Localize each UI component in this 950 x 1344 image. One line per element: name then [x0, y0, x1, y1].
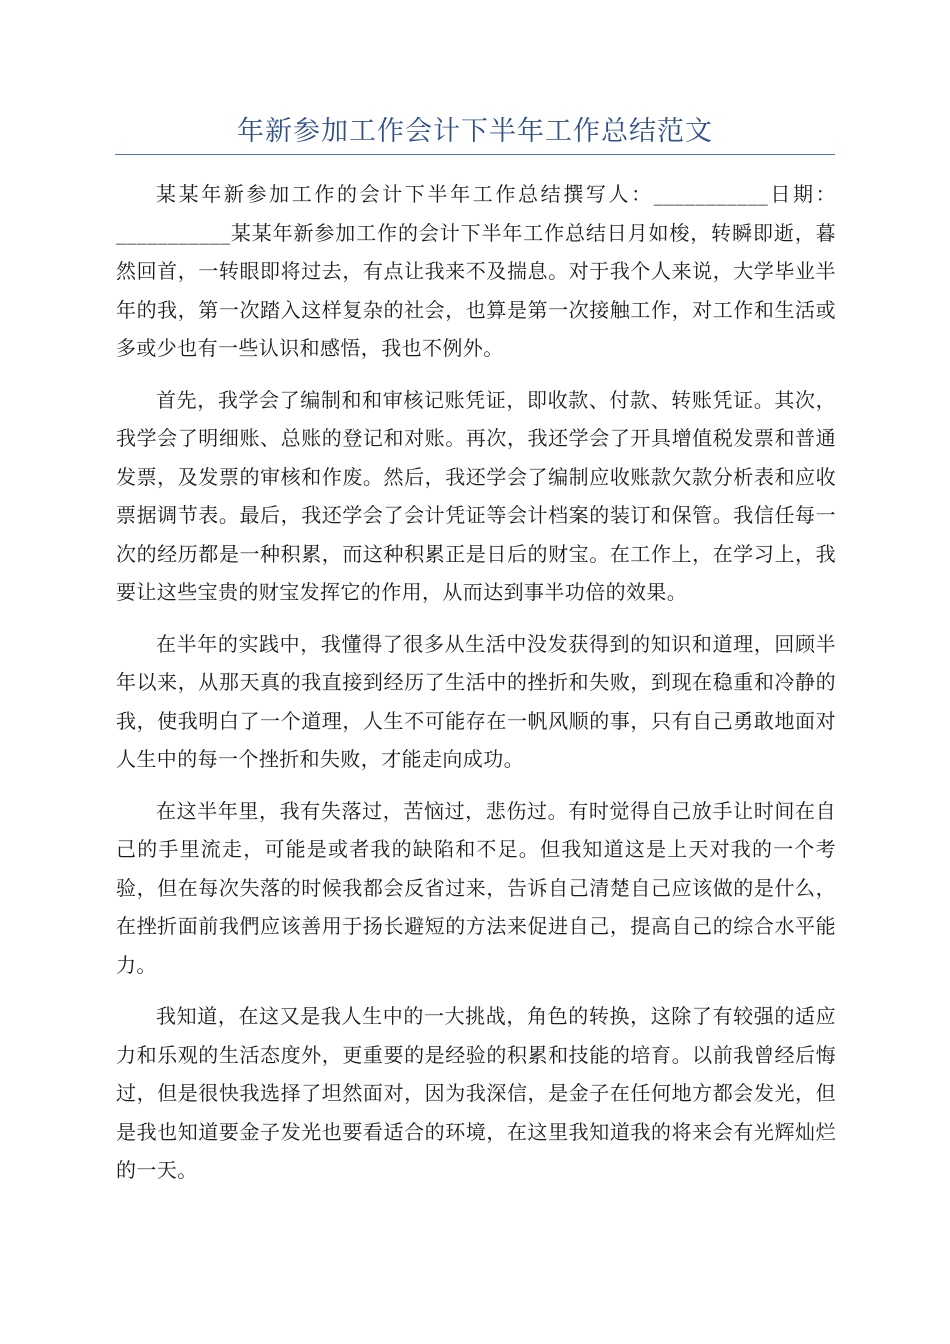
paragraph-1: 某某年新参加工作的会计下半年工作总结撰写人：___________日期：___________某某年新参加工作的会计下半年工作总结日月如梭，转瞬即逝，暮然回首，一转眼即将过去，有点让我来不及揣息。对于我个人来说，大学毕业半年的我，第一次踏入这样复杂的社会，也算是第一次接触工作，对工作和生活或多或少也有一些认识和感悟，我也不例外。 — [116, 182, 836, 360]
paragraph-4: 在这半年里，我有失落过，苦恼过，悲伤过。有时觉得自己放手让时间在自己的手里流走，可能是或者我的缺陷和不足。但我知道这是上天对我的一个考验，但在每次失落的时候我都会反省过来，告诉自己清楚自己应该做的是什么，在挫折面前我們应该善用于扬长避短的方法来促进自己，提高自己的综合水平能力。 — [116, 798, 836, 977]
paragraph-2: 首先，我学会了编制和和审核记账凭证，即收款、付款、转账凭证。其次，我学会了明细账、总账的登记和对账。再次，我还学会了开具增值税发票和普通发票，及发票的审核和作废。然后，我还学会了编制应收账款欠款分析表和应收票据调节表。最后，我还学会了会计凭证等会计档案的装订和保管。我信任每一次的经历都是一种积累，而这种积累正是日后的财宝。在工作上，在学习上，我要让这些宝贵的财宝发挥它的作用，从而达到事半功倍的效果。 — [116, 387, 836, 604]
document-body — [116, 175, 836, 1203]
paragraph-3: 在半年的实践中，我懂得了很多从生活中没发获得到的知识和道理，回顾半年以来，从那天真的我直接到经历了生活中的挫折和失败，到现在稳重和冷静的我，使我明白了一个道理，人生不可能存在一帆风顺的事，只有自己勇敢地面对人生中的每一个挫折和失败，才能走向成功。 — [116, 631, 836, 771]
paragraph-5: 我知道，在这又是我人生中的一大挑战，角色的转换，这除了有较强的适应力和乐观的生活态度外，更重要的是经验的积累和技能的培育。以前我曾经后悔过，但是很快我选择了坦然面对，因为我深信，是金子在任何地方都会发光，但是我也知道要金子发光也要看适合的环境，在这里我知道我的将来会有光辉灿烂的一天。 — [116, 1004, 836, 1182]
title-underline — [115, 154, 835, 155]
document-title: 年新参加工作会计下半年工作总结范文 — [237, 116, 713, 147]
